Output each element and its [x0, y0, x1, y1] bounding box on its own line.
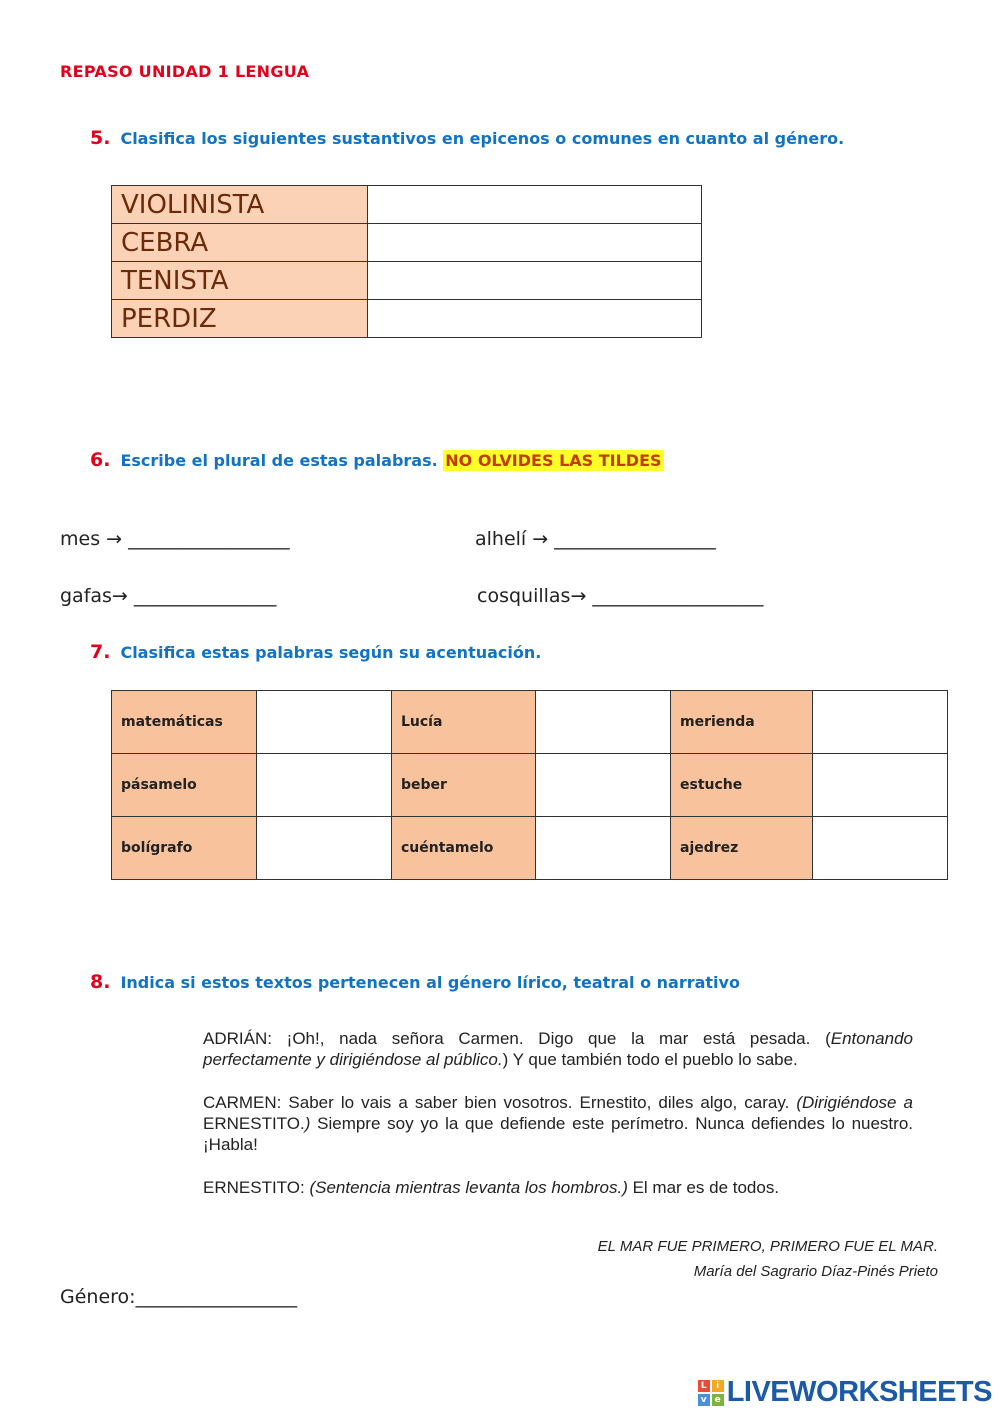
- plural-word: alhelí →: [475, 528, 549, 550]
- word-cell: pásamelo: [112, 754, 257, 817]
- question-text: Clasifica estas palabras según su acentuación.: [120, 643, 542, 662]
- answer-cell[interactable]: [536, 754, 671, 817]
- question-number: 8.: [90, 971, 111, 993]
- play-excerpt: [203, 1028, 913, 1220]
- table-row: [112, 186, 702, 224]
- answer-cell[interactable]: [813, 817, 948, 880]
- answer-cell[interactable]: [813, 754, 948, 817]
- plural-word: gafas→: [60, 585, 128, 607]
- accent-table: [111, 690, 948, 880]
- word-cell: PERDIZ: [112, 300, 368, 338]
- dialogue-text: ADRIÁN: ¡Oh!, nada señora Carmen. Digo que la mar está pesada. (: [203, 1029, 831, 1048]
- word-cell: CEBRA: [112, 224, 368, 262]
- highlight-note: NO OLVIDES LAS TILDES: [445, 451, 662, 470]
- logo-letter: v: [698, 1394, 710, 1406]
- answer-cell[interactable]: [536, 817, 671, 880]
- table-row: [112, 224, 702, 262]
- plural-item: [477, 585, 763, 607]
- question-text: Escribe el plural de estas palabras.: [120, 451, 438, 470]
- word-cell: cuéntamelo: [392, 817, 536, 880]
- word-cell: bolígrafo: [112, 817, 257, 880]
- table-row: [112, 691, 948, 754]
- dialogue-text: ERNESTITO:: [203, 1178, 310, 1197]
- question-8: [90, 971, 740, 993]
- logo-icon: [698, 1380, 724, 1406]
- stage-direction: Entonando perfectamente y dirigiéndose al público.: [203, 1029, 913, 1069]
- answer-cell[interactable]: [257, 754, 392, 817]
- worksheet-title: REPASO UNIDAD 1 LENGUA: [60, 62, 310, 81]
- question-number: 5.: [90, 127, 111, 149]
- answer-cell[interactable]: [257, 817, 392, 880]
- plural-word: cosquillas→: [477, 585, 587, 607]
- genre-answer: [60, 1286, 297, 1308]
- dialogue-text: El mar es de todos.: [627, 1178, 780, 1197]
- question-7: [90, 641, 541, 663]
- table-row: [112, 300, 702, 338]
- question-number: 7.: [90, 641, 111, 663]
- answer-cell[interactable]: [368, 300, 702, 338]
- dialogue-carmen: [203, 1092, 913, 1155]
- question-text: Indica si estos textos pertenecen al género lírico, teatral o narrativo: [120, 973, 740, 992]
- answer-cell[interactable]: [536, 691, 671, 754]
- genre-label: Género:: [60, 1286, 136, 1308]
- logo-letter: L: [698, 1380, 710, 1392]
- word-cell: ajedrez: [671, 817, 813, 880]
- plural-item: [60, 528, 290, 550]
- word-cell: estuche: [671, 754, 813, 817]
- table-row: [112, 754, 948, 817]
- dialogue-adrian: [203, 1028, 913, 1070]
- stage-direction: (Sentencia mientras levanta los hombros.): [309, 1178, 628, 1197]
- liveworksheets-logo: [698, 1376, 992, 1409]
- table-row: [112, 262, 702, 300]
- answer-blank[interactable]: _________________: [135, 1286, 298, 1308]
- logo-text: LIVEWORKSHEETS: [726, 1376, 992, 1408]
- plural-item: [60, 585, 276, 607]
- answer-blank[interactable]: _________________: [128, 528, 290, 550]
- question-6: [90, 449, 664, 471]
- word-cell: VIOLINISTA: [112, 186, 368, 224]
- answer-cell[interactable]: [257, 691, 392, 754]
- plural-item: [475, 528, 716, 550]
- plural-word: mes →: [60, 528, 123, 550]
- word-cell: TENISTA: [112, 262, 368, 300]
- word-cell: merienda: [671, 691, 813, 754]
- source-title: EL MAR FUE PRIMERO, PRIMERO FUE EL MAR.: [597, 1238, 938, 1255]
- dialogue-ernestito: [203, 1177, 913, 1198]
- question-number: 6.: [90, 449, 111, 471]
- stage-direction: (Dirigiéndose a: [796, 1093, 913, 1112]
- stage-direction: ): [304, 1114, 311, 1133]
- question-5: [90, 127, 844, 149]
- answer-cell[interactable]: [813, 691, 948, 754]
- answer-cell[interactable]: [368, 262, 702, 300]
- logo-letter: e: [712, 1394, 724, 1406]
- answer-cell[interactable]: [368, 186, 702, 224]
- table-row: [112, 817, 948, 880]
- word-cell: beber: [392, 754, 536, 817]
- answer-blank[interactable]: _________________: [554, 528, 716, 550]
- dialogue-text: ERNESTITO.: [203, 1114, 305, 1133]
- source-author: María del Sagrario Díaz-Pinés Prieto: [693, 1263, 938, 1280]
- classification-table: [111, 185, 702, 338]
- logo-letter: i: [712, 1380, 724, 1392]
- question-text: Clasifica los siguientes sustantivos en epicenos o comunes en cuanto al género.: [120, 129, 845, 148]
- answer-blank[interactable]: __________________: [592, 585, 764, 607]
- answer-cell[interactable]: [368, 224, 702, 262]
- dialogue-text: ) Y que también todo el pueblo lo sabe.: [502, 1050, 798, 1069]
- answer-blank[interactable]: _______________: [133, 585, 277, 607]
- dialogue-text: CARMEN: Saber lo vais a saber bien vosotros. Ernestito, diles algo, caray.: [203, 1093, 797, 1112]
- dialogue-text: Siempre soy yo la que defiende este perímetro. Nunca defiendes lo nuestro. ¡Habla!: [203, 1114, 913, 1154]
- word-cell: matemáticas: [112, 691, 257, 754]
- word-cell: Lucía: [392, 691, 536, 754]
